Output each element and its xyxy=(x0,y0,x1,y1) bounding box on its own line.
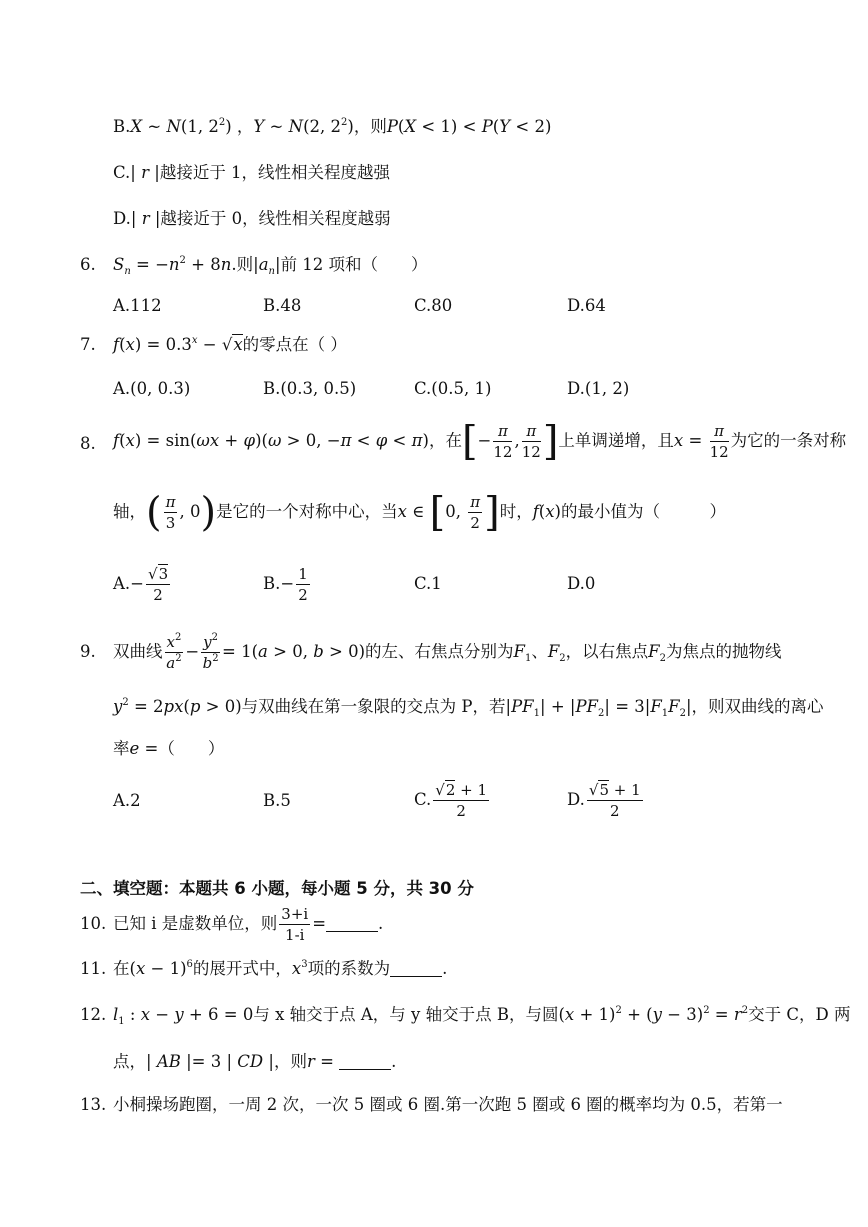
question-number: 12. xyxy=(80,1005,107,1024)
question-number: 8. xyxy=(80,434,96,453)
option-label: B. xyxy=(263,379,281,398)
option-label: A. xyxy=(113,574,131,593)
option-text: 越接近于 1，线性相关程度越强 xyxy=(159,163,391,182)
q7-stem: $f(x) = 0.3^x - √x$的零点在（ ） xyxy=(113,335,347,354)
option-text: ，则 xyxy=(353,117,387,136)
question-number: 11. xyxy=(80,959,107,978)
stem-text: 小桐操场跑圈，一周 2 次，一次 5 圈或 6 圈.第一次跑 5 圈或 6 圈的概率均为 0.5，若第一 xyxy=(113,1095,783,1114)
stem-text: ，则 xyxy=(273,1052,307,1071)
stem-text: （ ） xyxy=(158,739,225,758)
q6-stem: $S_n = -n^2 + 8n$.则$|a_n|$前 12 项和（ ） xyxy=(113,255,428,277)
stem-text: 的零点在（ ） xyxy=(242,335,347,354)
stem-text: 前 12 项和（ ） xyxy=(280,255,428,274)
stem-text: 已知 i 是虚数单位，则 xyxy=(113,914,278,933)
q9-option-b[interactable]: B.5 xyxy=(263,791,291,810)
q8-option-a[interactable]: A.− $\frac{√3}{2}$ xyxy=(113,565,169,604)
stem-text: 与双曲线在第一象限的交点为 P，若 xyxy=(241,697,506,716)
q13-stem xyxy=(113,1094,783,1116)
question-number: 7. xyxy=(80,335,96,354)
stem-text: 的左、右焦点分别为 xyxy=(365,642,514,661)
q7-option-b[interactable]: B.(0.3, 0.5) xyxy=(263,379,357,398)
q5-option-b: B.X ~ N(1, $2^2$) ，Y ~ N(2, $2^2$)，则P(X < 1) < P(Y < 2) xyxy=(113,117,552,136)
option-text: 越接近于 0，线性相关程度越弱 xyxy=(160,209,391,228)
q9-stem-line1: 双曲线 $\frac{x^2}{a^2}$ − $\frac{y^2}{b^2}$ = 1(a > 0, b > 0)的左、右焦点分别为$F_1$、$F_2$，以右焦点$F_2$为焦点的抛物线 xyxy=(113,632,782,672)
stem-text: 轴， xyxy=(113,502,146,521)
question-number: 13. xyxy=(80,1095,107,1114)
stem-text: 时， xyxy=(499,502,533,521)
stem-text: 为它的一条对称 xyxy=(730,431,847,450)
q8-option-d[interactable]: D.0 xyxy=(567,574,596,593)
q8-option-c[interactable]: C.1 xyxy=(414,574,442,593)
stem-text: . xyxy=(391,1052,397,1071)
stem-text: 、 xyxy=(531,642,548,661)
q8-stem-line2: 轴，( $\frac{\pi}{3}$ , 0)是它的一个对称中心，当x ∈ [0, $\frac{\pi}{2}$ ]时，f(x)的最小值为（ ） xyxy=(113,489,726,536)
option-label: C. xyxy=(414,379,432,398)
stem-text: . xyxy=(442,959,448,978)
q8-option-b[interactable]: B.− $\frac{1}{2}$ xyxy=(263,565,308,604)
answer-blank[interactable] xyxy=(326,915,378,932)
question-number: 9. xyxy=(80,642,96,661)
q7-option-a[interactable]: A.(0, 0.3) xyxy=(113,379,191,398)
stem-text: 点， xyxy=(113,1052,146,1071)
option-label: D. xyxy=(567,379,585,398)
q11-stem: 在$(x - 1)^6$的展开式中，$x^3$项的系数为 . xyxy=(113,959,448,978)
q9-option-c[interactable]: C. $\frac{√2 + 1}{2}$ xyxy=(414,781,488,820)
q10-stem: 已知 i 是虚数单位，则 $\frac{3+i}{1-i}$ = . xyxy=(113,905,384,944)
stem-text: . xyxy=(378,914,384,933)
option-label: B. xyxy=(113,117,131,136)
stem-text: ，在 xyxy=(428,431,462,450)
stem-text: 交于 C，D 两 xyxy=(748,1005,851,1024)
q5-option-d: D.| r |越接近于 0，线性相关程度越弱 xyxy=(113,209,391,228)
q5-option-c: C.| r |越接近于 1，线性相关程度越强 xyxy=(113,163,391,182)
stem-text: 上单调递增，且 xyxy=(558,431,674,450)
stem-text: 双曲线 xyxy=(113,642,163,661)
stem-text: 为焦点的抛物线 xyxy=(666,642,782,661)
section-heading: 二、填空题：本题共 6 小题，每小题 5 分，共 30 分 xyxy=(80,879,474,898)
option-label: D. xyxy=(113,209,131,228)
q12-stem-line2: 点，| AB |= 3 | CD |，则r = . xyxy=(113,1052,397,1071)
q7-option-c[interactable]: C.(0.5, 1) xyxy=(414,379,492,398)
stem-text: 在 xyxy=(113,959,130,978)
q6-option-a[interactable]: A.112 xyxy=(113,296,162,315)
stem-text: 的展开式中， xyxy=(192,959,292,978)
stem-text: 是它的一个对称中心，当 xyxy=(216,502,398,521)
option-label: B. xyxy=(263,574,281,593)
q9-option-a[interactable]: A.2 xyxy=(113,791,141,810)
stem-text: .则 xyxy=(231,255,254,274)
answer-blank[interactable] xyxy=(339,1053,391,1070)
q6-option-c[interactable]: C.80 xyxy=(414,296,453,315)
stem-text: 率 xyxy=(113,739,130,758)
q7-option-d[interactable]: D.(1, 2) xyxy=(567,379,630,398)
q6-option-b[interactable]: B.48 xyxy=(263,296,302,315)
option-label: C. xyxy=(414,790,432,809)
option-label: C. xyxy=(113,163,131,182)
q9-option-d[interactable]: D. $\frac{√5 + 1}{2}$ xyxy=(567,781,641,820)
question-number: 6. xyxy=(80,255,96,274)
option-label: D. xyxy=(567,790,585,809)
stem-text: ，以右焦点 xyxy=(565,642,649,661)
stem-text: ，则双曲线的离心 xyxy=(691,697,824,716)
q9-stem-line2: $y^2 = 2px(p > 0)$与双曲线在第一象限的交点为 P，若$|PF_1| + |PF_2| = 3|F_1F_2|$，则双曲线的离心 xyxy=(113,697,824,719)
option-label: A. xyxy=(113,379,131,398)
q8-stem-line1: f(x) = sin(ωx + φ)(ω > 0, −π < φ < π)，在[− $\frac{\pi}{12}$ , $\frac{\pi}{12}$ ]上单调递增，且x = $\frac{\pi}{12}$ 为它的一条对称 xyxy=(113,418,847,465)
q9-stem-line3: 率e =（ ） xyxy=(113,739,225,758)
question-number: 10. xyxy=(80,914,107,933)
q12-stem-line1: $l_1$ : x − y + 6 = 0与 x 轴交于点 A，与 y 轴交于点 B，与圆$(x + 1)^2 + (y - 3)^2 = r^2$交于 C，D 两 xyxy=(113,1005,851,1027)
q6-option-d[interactable]: D.64 xyxy=(567,296,606,315)
stem-text: 项的系数为 xyxy=(307,959,391,978)
stem-text: 与 x 轴交于点 A，与 y 轴交于点 B，与圆 xyxy=(253,1005,559,1024)
answer-blank[interactable] xyxy=(390,960,442,977)
stem-text: 的最小值为（ ） xyxy=(560,502,726,521)
